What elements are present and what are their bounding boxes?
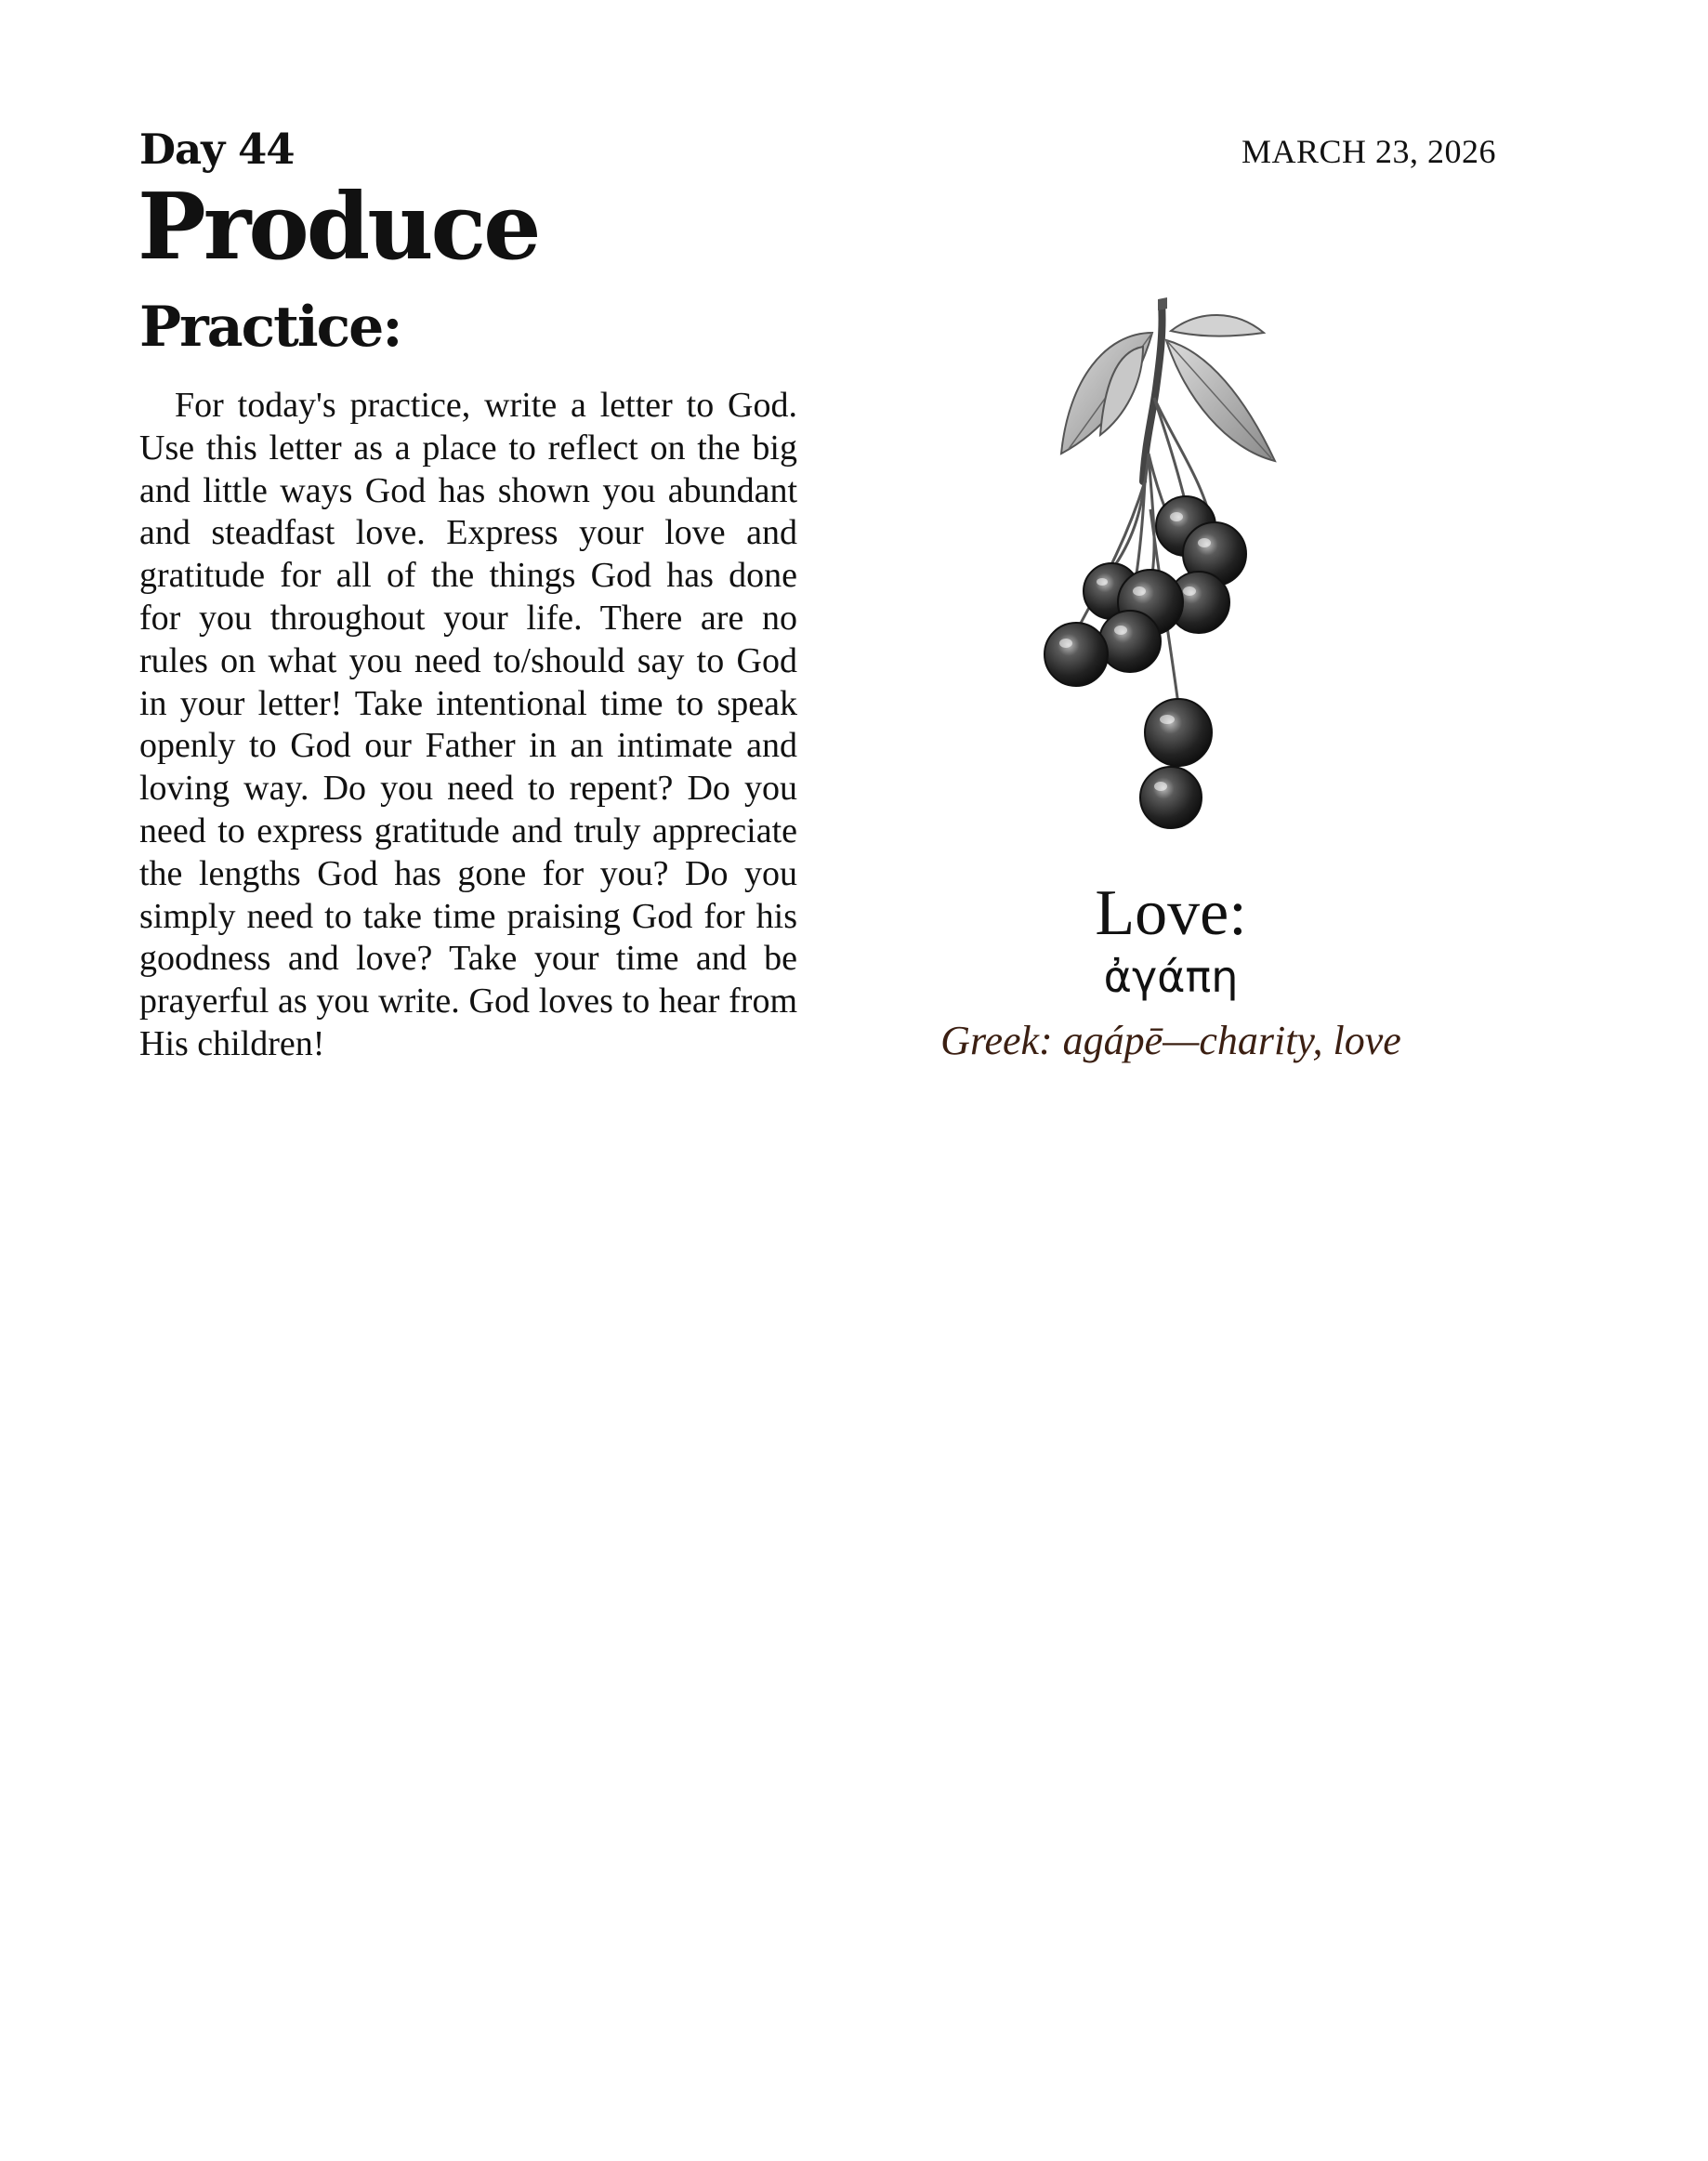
page-title: Produce: [138, 174, 539, 281]
cherry-branch-illustration: [1004, 296, 1338, 835]
word-transliteration: Greek: agápē—charity, love: [940, 1018, 1401, 1063]
practice-heading: Practice:: [139, 295, 401, 360]
practice-body: For today's practice, write a letter to God. Use this letter as a place to reflect on the big and little ways God has shown you abundant and steadfast love. Express your love and gratitude for all of the things God has done for you throughout your life. There are no rules on what you need to/should say to God in your letter! Take intentional time to speak openly to God our Father in an intimate and loving way. Do you need to repent? Do you need to express gratitude and truly appreciate the lengths God has gone for you? Do you simply need to take time praising God for his goodness and love? Take your time and be prayerful as you write. God loves to hear from His children!: [139, 386, 797, 1063]
date-label: MARCH 23, 2026: [1241, 133, 1496, 170]
word-study: [892, 877, 1450, 1063]
word-english: Love:: [1095, 877, 1247, 949]
word-greek: ἀγάπη: [1103, 952, 1239, 1002]
day-label: Day 44: [139, 125, 295, 174]
